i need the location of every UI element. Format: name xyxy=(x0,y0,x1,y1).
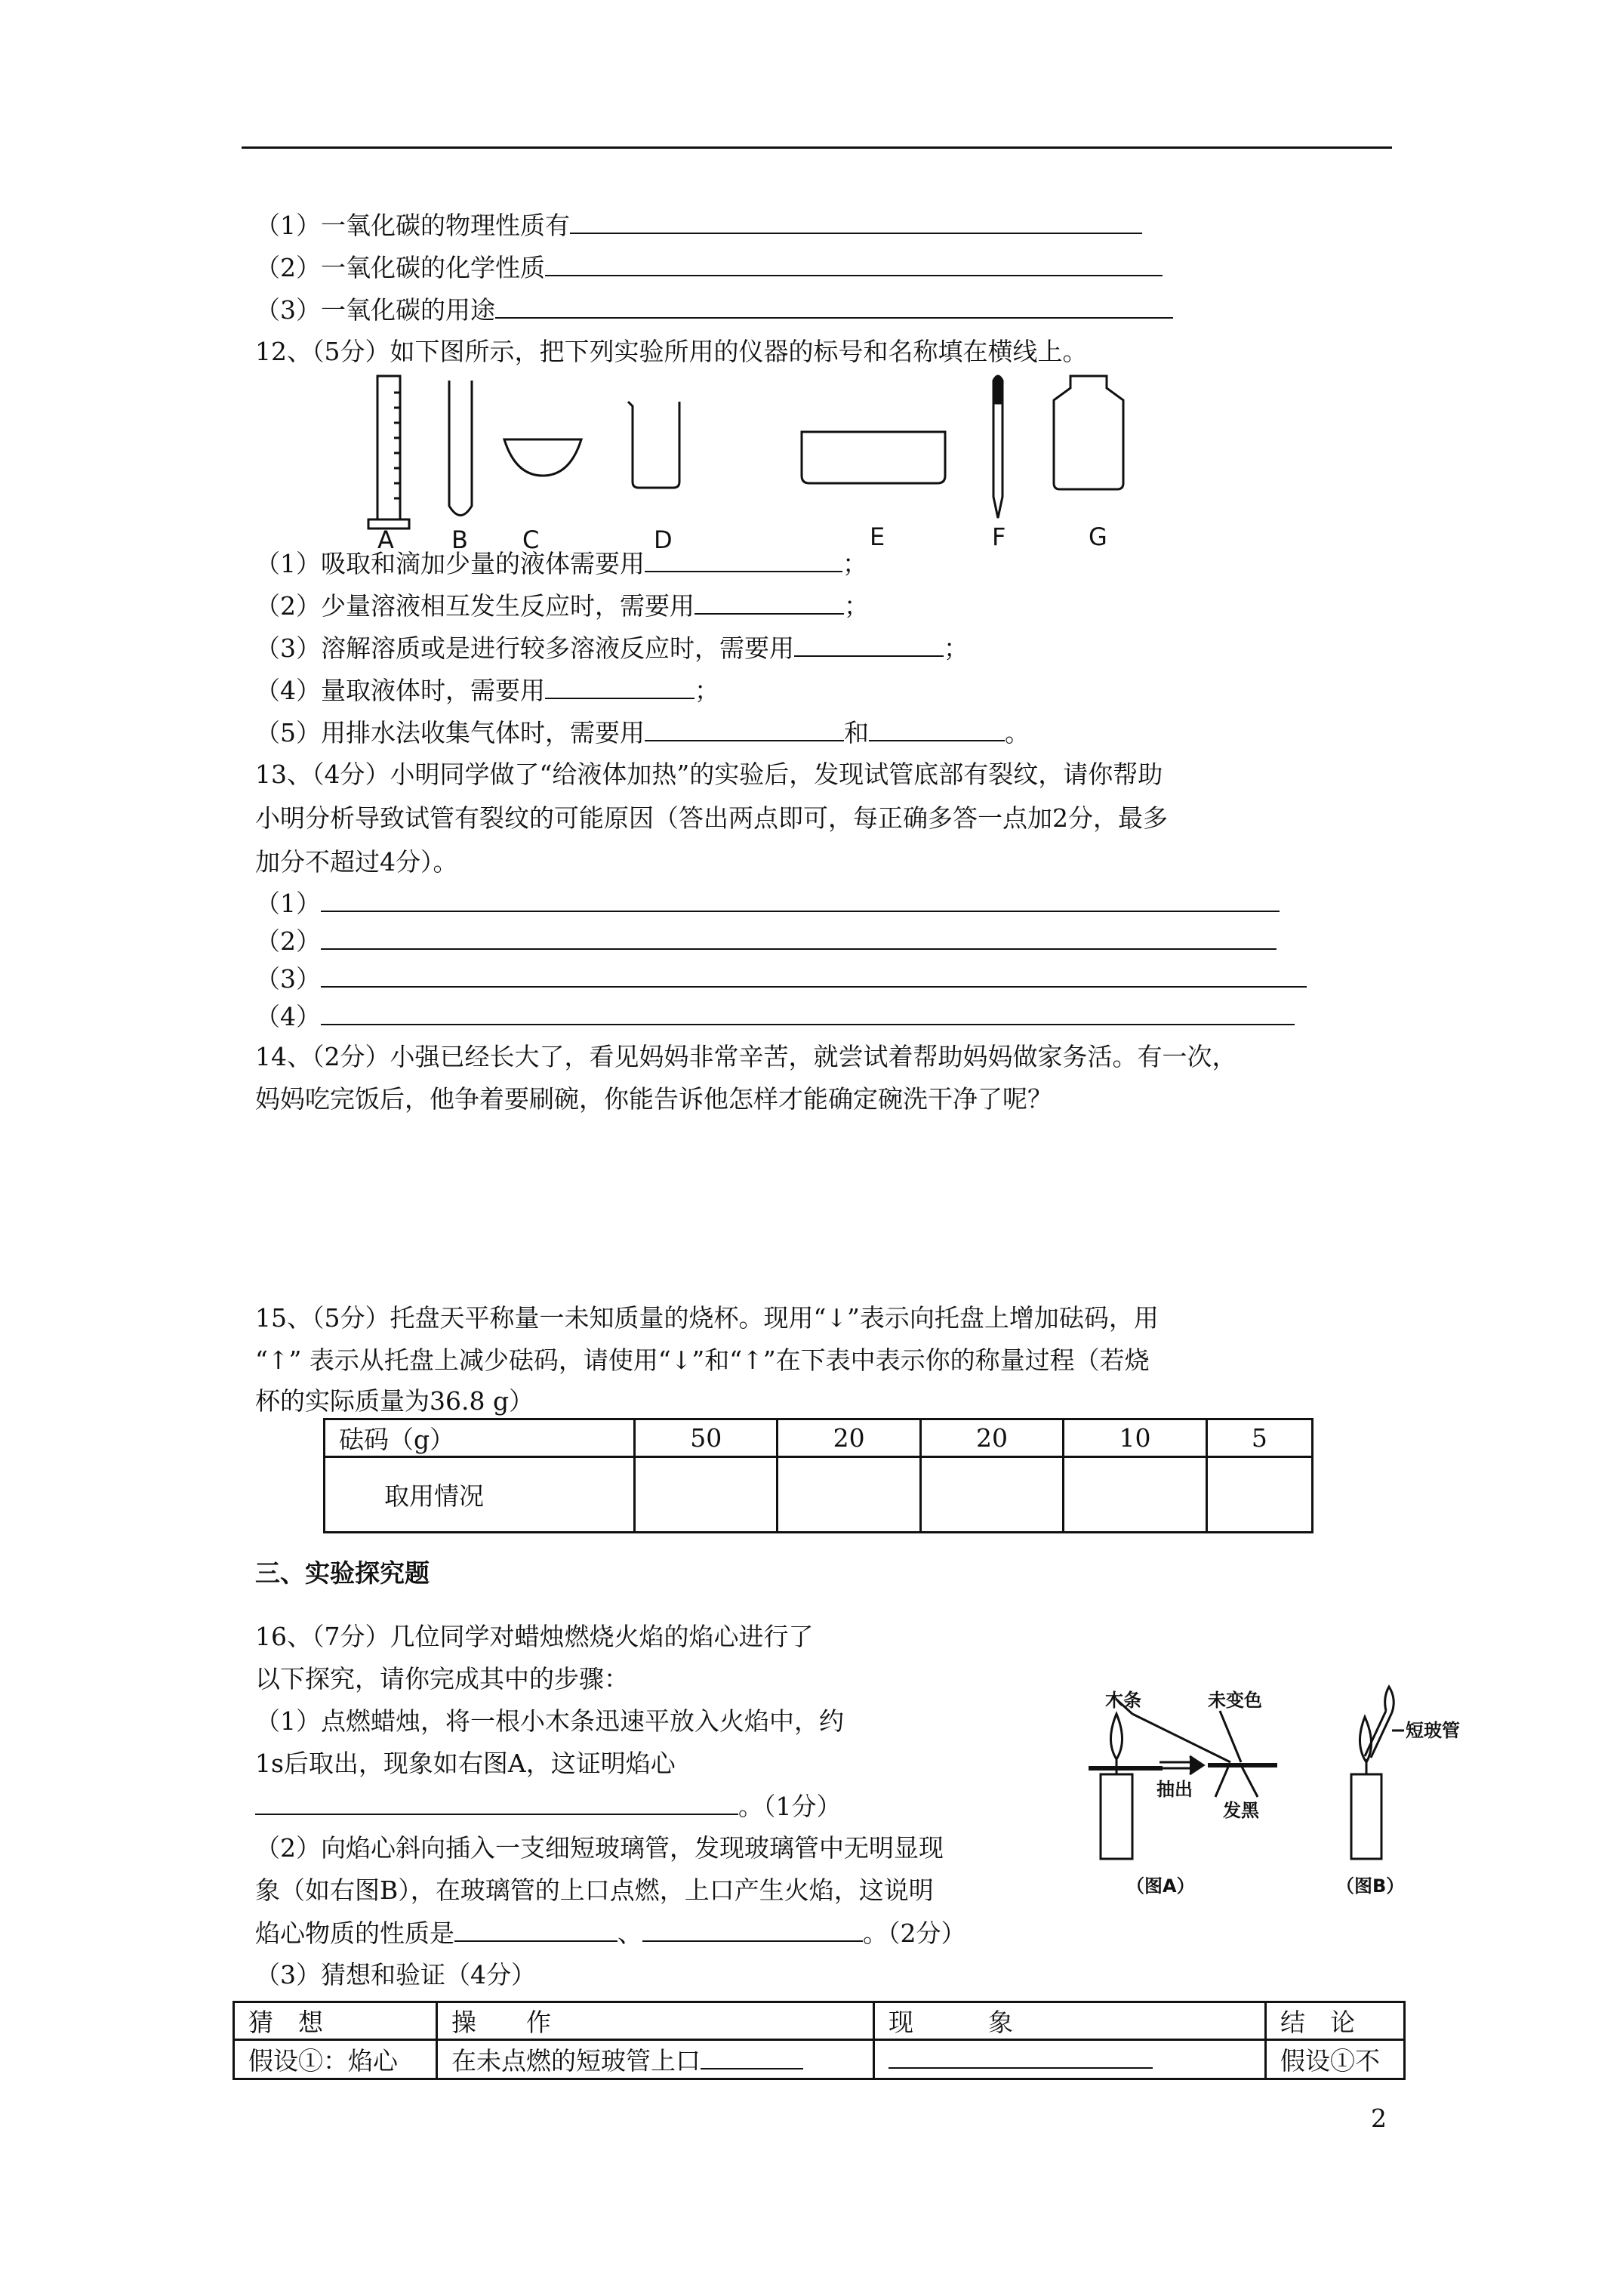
figure-label-unchanged: 未变色 xyxy=(1208,1690,1262,1711)
q15-usage-cell[interactable] xyxy=(920,1457,1063,1533)
q16-blank-2 xyxy=(454,1918,617,1942)
q12-apparatus-figure xyxy=(362,370,1185,551)
q16-line-4: 1s后取出，现象如右图A，这证明焰心 xyxy=(255,1749,676,1778)
q12-item-1-end: ； xyxy=(842,549,867,578)
q13-item-2 xyxy=(255,926,1277,957)
q11-blank-2 xyxy=(545,252,1163,276)
q11-item-3-text: （3）一氧化碳的用途 xyxy=(255,295,495,325)
q15-weight-cell: 50 xyxy=(635,1419,778,1457)
figure-a-stick xyxy=(1132,1711,1277,1797)
q15-table-row-weights xyxy=(325,1419,1313,1457)
q13-blank-2 xyxy=(321,926,1277,950)
q12-item-2 xyxy=(255,590,869,621)
q15-usage-cell[interactable] xyxy=(635,1457,778,1533)
q15-line-3: 杯的实际质量为36.8 g） xyxy=(255,1386,534,1416)
q16-line-9: （3）猜想和验证（4分） xyxy=(255,1960,536,1989)
q16-table-row xyxy=(234,2040,1405,2079)
label-a: A xyxy=(377,525,394,551)
figure-label-extract: 抽出 xyxy=(1156,1779,1193,1800)
label-c: C xyxy=(522,525,540,551)
q12-item-3 xyxy=(255,633,969,664)
q12-item-5 xyxy=(255,717,1030,748)
q12-title: 12、（5分）如下图所示，把下列实验所用的仪器的标号和名称填在横线上。 xyxy=(255,337,1088,366)
q12-item-5-end: 。 xyxy=(1005,718,1030,747)
q12-blank-3 xyxy=(794,633,944,657)
q13-blank-4 xyxy=(321,1001,1295,1025)
q16-line-2: 以下探究，请你完成其中的步骤： xyxy=(255,1664,629,1693)
q15-table-row-usage xyxy=(325,1457,1313,1533)
q12-blank-2 xyxy=(694,590,844,615)
q13-item-4-num: （4） xyxy=(255,1002,321,1031)
apparatus-d-beaker xyxy=(628,402,679,488)
q15-weight-cell: 20 xyxy=(920,1419,1063,1457)
q12-item-5-text: （5）用排水法收集气体时，需要用 xyxy=(255,718,645,747)
q11-item-1 xyxy=(255,210,1142,241)
q12-blank-1 xyxy=(645,548,842,572)
q12-item-2-text: （2）少量溶液相互发生反应时，需要用 xyxy=(255,591,694,621)
q15-table-header-usage: 取用情况 xyxy=(325,1457,635,1533)
figure-labels xyxy=(1105,1690,1460,1897)
q13-line-2: 小明分析导致试管有裂纹的可能原因（答出两点即可，每正确多答一点加2分，最多 xyxy=(255,803,1168,833)
apparatus-b-test-tube xyxy=(449,381,472,516)
figure-label-black: 发黑 xyxy=(1223,1800,1259,1821)
q15-usage-cell[interactable] xyxy=(778,1457,920,1533)
q13-item-3 xyxy=(255,963,1307,994)
q16-line-8 xyxy=(255,1918,966,1949)
q12-item-4-text: （4）量取液体时，需要用 xyxy=(255,676,545,705)
q13-line-3: 加分不超过4分）。 xyxy=(255,847,458,877)
q15-usage-cell[interactable] xyxy=(1206,1457,1312,1533)
q16-candle-figure xyxy=(1079,1684,1487,1903)
q12-item-1 xyxy=(255,548,867,579)
label-b: B xyxy=(451,525,468,551)
q13-blank-3 xyxy=(321,963,1307,988)
q12-blank-4 xyxy=(545,675,694,699)
q12-item-3-end: ； xyxy=(944,633,969,663)
q16-cell-operation xyxy=(437,2040,874,2079)
q11-blank-3 xyxy=(495,294,1173,319)
q16-header-guess: 猜 想 xyxy=(234,2002,437,2040)
header-rule xyxy=(242,146,1392,149)
q12-item-5-mid: 和 xyxy=(844,718,869,747)
q16-blank-op xyxy=(701,2045,803,2069)
q13-item-2-num: （2） xyxy=(255,926,321,956)
q14-line-1: 14、（2分）小强已经长大了，看见妈妈非常辛苦，就尝试着帮助妈妈做家务活。有一次， xyxy=(255,1042,1237,1071)
q13-item-4 xyxy=(255,1001,1295,1032)
apparatus-c-dish xyxy=(504,439,581,476)
q16-cell-operation-text: 在未点燃的短玻管上口 xyxy=(451,2046,701,2076)
q15-weight-cell: 20 xyxy=(778,1419,920,1457)
q13-item-3-num: （3） xyxy=(255,964,321,994)
q13-blank-1 xyxy=(321,888,1280,912)
apparatus-g-gas-jar xyxy=(1054,376,1123,489)
q13-item-1-num: （1） xyxy=(255,889,321,918)
q11-item-3 xyxy=(255,294,1173,325)
q16-line-8-mid: 、 xyxy=(617,1918,642,1948)
q16-table-header-row xyxy=(234,2002,1405,2040)
apparatus-e-trough xyxy=(802,432,945,483)
q16-cell-phenomenon xyxy=(874,2040,1266,2079)
q16-blank-phen xyxy=(888,2045,1153,2069)
label-e: E xyxy=(870,522,885,551)
q16-line-1: 16、（7分）几位同学对蜡烛燃烧火焰的焰心进行了 xyxy=(255,1622,814,1651)
label-d: D xyxy=(654,525,673,551)
figure-a-arrow xyxy=(1160,1756,1203,1774)
q12-item-4-end: ； xyxy=(694,676,719,705)
figure-caption-b: （图B） xyxy=(1336,1875,1405,1897)
q11-item-1-text: （1）一氧化碳的物理性质有 xyxy=(255,211,570,240)
q12-item-3-text: （3）溶解溶质或是进行较多溶液反应时，需要用 xyxy=(255,633,794,663)
q16-header-phenomenon: 现 象 xyxy=(874,2002,1266,2040)
apparatus-labels xyxy=(377,522,1107,551)
figure-b-candle xyxy=(1351,1687,1404,1859)
q15-usage-cell[interactable] xyxy=(1064,1457,1206,1533)
label-g: G xyxy=(1089,522,1107,551)
q16-blank-3 xyxy=(642,1918,863,1942)
q15-weights-table xyxy=(323,1418,1313,1533)
q16-header-operation: 操 作 xyxy=(437,2002,874,2040)
q16-blank-1 xyxy=(255,1791,738,1815)
q13-line-1: 13、（4分）小明同学做了“给液体加热”的实验后，发现试管底部有裂纹，请你帮助 xyxy=(255,760,1163,789)
q11-item-2 xyxy=(255,252,1163,283)
q16-line-5 xyxy=(255,1791,842,1822)
q16-line-8-end: 。（2分） xyxy=(863,1918,966,1948)
section3-title: 三、实验探究题 xyxy=(255,1558,430,1588)
q13-item-1 xyxy=(255,888,1280,919)
q12-blank-5a xyxy=(645,717,844,741)
q15-weight-cell: 5 xyxy=(1206,1419,1312,1457)
figure-caption-a: （图A） xyxy=(1126,1875,1195,1897)
apparatus-a-cylinder xyxy=(368,376,409,529)
label-f: F xyxy=(992,522,1006,551)
q15-line-2: “↑” 表示从托盘上减少砝码，请使用“↓”和“↑”在下表中表示你的称量过程（若烧 xyxy=(255,1345,1150,1375)
q16-line-6: （2）向焰心斜向插入一支细短玻璃管，发现玻璃管中无明显现 xyxy=(255,1833,944,1863)
q12-item-4 xyxy=(255,675,719,706)
q15-table-header-weights: 砝码（g） xyxy=(325,1419,635,1457)
q16-line-3: （1）点燃蜡烛，将一根小木条迅速平放入火焰中，约 xyxy=(255,1706,844,1736)
q16-line-7: 象（如右图B），在玻璃管的上口点燃，上口产生火焰，这说明 xyxy=(255,1875,934,1905)
q16-line-8-text: 焰心物质的性质是 xyxy=(255,1918,454,1948)
q14-line-2: 妈妈吃完饭后，他争着要刷碗，你能告诉他怎样才能确定碗洗干净了呢？ xyxy=(255,1084,1052,1114)
q16-hypothesis-table xyxy=(233,2001,1406,2080)
q16-line-5-end: 。（1分） xyxy=(738,1792,842,1821)
q11-blank-1 xyxy=(570,210,1142,234)
q12-blank-5b xyxy=(869,717,1005,741)
q11-item-2-text: （2）一氧化碳的化学性质 xyxy=(255,253,545,282)
q16-header-conclusion: 结 论 xyxy=(1266,2002,1405,2040)
q15-weight-cell: 10 xyxy=(1064,1419,1206,1457)
q16-cell-conclusion: 假设①不 xyxy=(1266,2040,1405,2079)
apparatus-f-dropper xyxy=(993,376,1002,518)
q12-item-1-text: （1）吸取和滴加少量的液体需要用 xyxy=(255,549,645,578)
q16-cell-guess: 假设①：焰心 xyxy=(234,2040,437,2079)
page-number: 2 xyxy=(1371,2103,1387,2133)
figure-label-tube: 短玻管 xyxy=(1406,1720,1460,1741)
figure-label-wood: 木条 xyxy=(1105,1690,1141,1711)
q15-line-1: 15、（5分）托盘天平称量一未知质量的烧杯。现用“↓”表示向托盘上增加砝码，用 xyxy=(255,1303,1159,1333)
q12-item-2-end: ； xyxy=(844,591,869,621)
